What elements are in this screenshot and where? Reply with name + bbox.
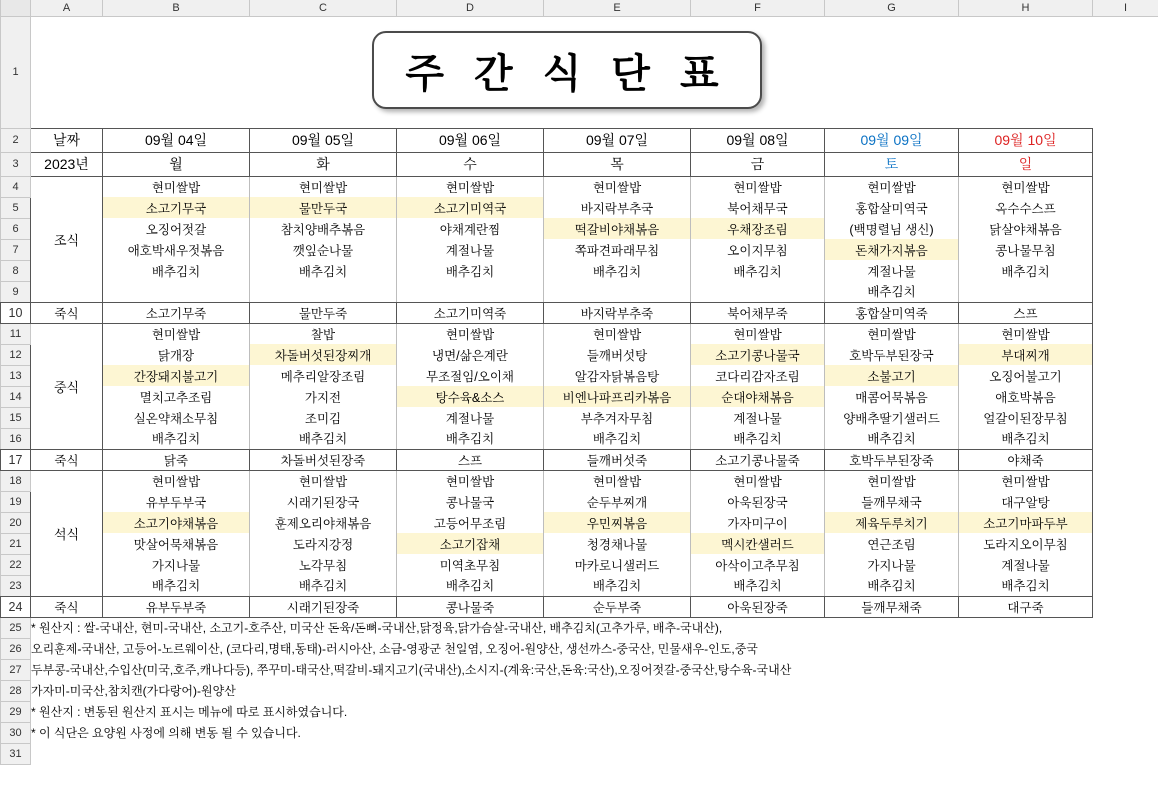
- menu-cell[interactable]: 배추김치: [959, 575, 1093, 596]
- menu-cell[interactable]: [250, 281, 397, 302]
- menu-cell[interactable]: 매콤어묵볶음: [825, 386, 959, 407]
- menu-cell[interactable]: 배추김치: [825, 281, 959, 302]
- year-label: 2023년: [31, 152, 103, 176]
- menu-cell[interactable]: [691, 281, 825, 302]
- porridge-cell[interactable]: 야채죽: [959, 449, 1093, 470]
- table-row: [1, 302, 1158, 323]
- menu-cell[interactable]: 현미쌀밥: [397, 176, 544, 197]
- menu-cell[interactable]: 야채계란찜: [397, 218, 544, 239]
- menu-cell[interactable]: 계절나물: [397, 407, 544, 428]
- row-header-11[interactable]: 11: [1, 323, 31, 344]
- menu-cell[interactable]: 애호박볶음: [959, 386, 1093, 407]
- menu-cell[interactable]: 메추리알장조림: [250, 365, 397, 386]
- menu-cell[interactable]: 순두부찌개: [544, 491, 691, 512]
- menu-cell[interactable]: 아삭이고추무침: [691, 554, 825, 575]
- weekday-tue: 화: [250, 152, 397, 176]
- menu-cell[interactable]: 소고기무국: [103, 197, 250, 218]
- page-title: 주 간 식 단 표: [405, 50, 729, 96]
- menu-cell[interactable]: 현미쌀밥: [397, 470, 544, 491]
- date-fri[interactable]: 09월 08일: [691, 128, 825, 152]
- menu-cell[interactable]: 콩나물무침: [959, 239, 1093, 260]
- menu-cell[interactable]: 도라지오이무침: [959, 533, 1093, 554]
- menu-cell[interactable]: 아욱된장국: [691, 491, 825, 512]
- menu-cell[interactable]: 배추김치: [250, 428, 397, 449]
- menu-cell[interactable]: 실온약채소무침: [103, 407, 250, 428]
- menu-cell[interactable]: 조미김: [250, 407, 397, 428]
- porridge-cell[interactable]: 소고기콩나물죽: [691, 449, 825, 470]
- table-row: [1, 638, 1158, 659]
- table-row: [1, 176, 1158, 197]
- table-row: [1, 260, 1158, 281]
- menu-cell[interactable]: 배추김치: [691, 428, 825, 449]
- menu-cell[interactable]: 쪽파견파래무침: [544, 239, 691, 260]
- menu-cell[interactable]: 배추김치: [397, 575, 544, 596]
- menu-cell[interactable]: 계절나물: [959, 554, 1093, 575]
- menu-cell[interactable]: 차돌버섯된장찌개: [250, 344, 397, 365]
- row-header-28[interactable]: 28: [1, 680, 31, 701]
- menu-cell[interactable]: 오이지무침: [691, 239, 825, 260]
- date-sat[interactable]: 09월 09일: [825, 128, 959, 152]
- empty-cell[interactable]: [1093, 197, 1158, 218]
- menu-cell[interactable]: 현미쌀밥: [959, 176, 1093, 197]
- porridge-cell[interactable]: 순두부죽: [544, 596, 691, 617]
- menu-cell[interactable]: 현미쌀밥: [825, 176, 959, 197]
- date-mon[interactable]: 09월 04일: [103, 128, 250, 152]
- menu-cell[interactable]: 현미쌀밥: [250, 470, 397, 491]
- table-row: [1, 533, 1158, 554]
- menu-cell[interactable]: 가지나물: [103, 554, 250, 575]
- row-header-20[interactable]: 20: [1, 512, 31, 533]
- porridge-cell[interactable]: 대구죽: [959, 596, 1093, 617]
- column-header-F[interactable]: F: [691, 0, 825, 16]
- menu-cell[interactable]: 현미쌀밥: [103, 470, 250, 491]
- menu-cell[interactable]: 맛살어묵채볶음: [103, 533, 250, 554]
- porridge-cell[interactable]: 시래기된장죽: [250, 596, 397, 617]
- menu-cell[interactable]: 배추김치: [250, 260, 397, 281]
- menu-cell[interactable]: 유부두부국: [103, 491, 250, 512]
- row-header-25[interactable]: 25: [1, 617, 31, 638]
- empty-cell[interactable]: [1093, 344, 1158, 365]
- menu-cell[interactable]: 현미쌀밥: [544, 323, 691, 344]
- table-row: [1, 491, 1158, 512]
- row-header-15[interactable]: 15: [1, 407, 31, 428]
- empty-cell[interactable]: [1093, 323, 1158, 344]
- column-header-I[interactable]: I: [1093, 0, 1158, 16]
- select-all-corner[interactable]: [1, 0, 31, 16]
- porridge-cell[interactable]: 홍합살미역죽: [825, 302, 959, 323]
- origin-note-line[interactable]: * 원산지 : 쌀-국내산, 현미-국내산, 소고기-호주산, 미국산 돈육/돈뼈-국내산,닭정육,닭가슴살-국내산, 배추김치(고추가루, 배추-국내산),: [31, 621, 723, 636]
- menu-cell[interactable]: 노각무침: [250, 554, 397, 575]
- menu-cell[interactable]: 배추김치: [397, 428, 544, 449]
- empty-cell[interactable]: [1093, 176, 1158, 197]
- menu-cell[interactable]: 소고기마파두부: [959, 512, 1093, 533]
- menu-cell[interactable]: 깻잎순나물: [250, 239, 397, 260]
- menu-cell[interactable]: 현미쌀밥: [691, 176, 825, 197]
- table-row: [1, 554, 1158, 575]
- date-tue[interactable]: 09월 05일: [250, 128, 397, 152]
- menu-cell[interactable]: 계절나물: [397, 239, 544, 260]
- menu-cell[interactable]: 얼갈이된장무침: [959, 407, 1093, 428]
- porridge-cell[interactable]: 닭죽: [103, 449, 250, 470]
- row-header-4[interactable]: 4: [1, 176, 31, 197]
- menu-cell[interactable]: 현미쌀밥: [691, 323, 825, 344]
- menu-cell[interactable]: 참치양배추볶음: [250, 218, 397, 239]
- row-header-1[interactable]: 1: [1, 16, 31, 128]
- date-wed[interactable]: 09월 06일: [397, 128, 544, 152]
- origin-note-line[interactable]: 가자미-미국산,참치캔(가다랑어)-원양산: [31, 684, 236, 698]
- column-header-G[interactable]: G: [825, 0, 959, 16]
- menu-cell[interactable]: 소고기야채볶음: [103, 512, 250, 533]
- menu-cell[interactable]: 훈제오리야채볶음: [250, 512, 397, 533]
- porridge-cell[interactable]: 소고기무죽: [103, 302, 250, 323]
- menu-cell[interactable]: (백명렬님 생신): [825, 218, 959, 239]
- table-row: [1, 617, 1158, 638]
- menu-cell[interactable]: 배추김치: [544, 260, 691, 281]
- menu-cell[interactable]: 양배추딸기샐러드: [825, 407, 959, 428]
- menu-cell[interactable]: 부대찌개: [959, 344, 1093, 365]
- weekday-fri: 금: [691, 152, 825, 176]
- empty-row[interactable]: [31, 743, 1158, 764]
- empty-cell[interactable]: [1093, 407, 1158, 428]
- menu-cell[interactable]: 도라지강정: [250, 533, 397, 554]
- menu-cell[interactable]: 현미쌀밥: [959, 323, 1093, 344]
- row-header-21[interactable]: 21: [1, 533, 31, 554]
- column-header-A[interactable]: A: [31, 0, 103, 16]
- table-row: [1, 365, 1158, 386]
- row-header-8[interactable]: 8: [1, 260, 31, 281]
- row-header-31[interactable]: 31: [1, 743, 31, 764]
- menu-cell[interactable]: 연근조림: [825, 533, 959, 554]
- menu-cell[interactable]: 배추김치: [103, 575, 250, 596]
- table-row: [1, 197, 1158, 218]
- menu-cell[interactable]: 물만두국: [250, 197, 397, 218]
- row-header-23[interactable]: 23: [1, 575, 31, 596]
- row-header-13[interactable]: 13: [1, 365, 31, 386]
- row-header-19[interactable]: 19: [1, 491, 31, 512]
- table-row: [1, 449, 1158, 470]
- menu-cell[interactable]: 현미쌀밥: [544, 470, 691, 491]
- meal-label-lunch: 중식: [31, 323, 103, 449]
- menu-cell[interactable]: [397, 281, 544, 302]
- menu-cell[interactable]: [103, 281, 250, 302]
- porridge-cell[interactable]: 아욱된장죽: [691, 596, 825, 617]
- menu-cell[interactable]: 들깨무채국: [825, 491, 959, 512]
- table-row: [1, 512, 1158, 533]
- column-header-row: [1, 0, 1158, 16]
- empty-cell[interactable]: [1093, 218, 1158, 239]
- porridge-label: 죽식: [31, 449, 103, 470]
- row-header-14[interactable]: 14: [1, 386, 31, 407]
- row-header-27[interactable]: 27: [1, 659, 31, 680]
- menu-cell[interactable]: 옥수수스프: [959, 197, 1093, 218]
- empty-cell[interactable]: [1093, 491, 1158, 512]
- row-header-17[interactable]: 17: [1, 449, 31, 470]
- menu-cell[interactable]: 배추김치: [397, 260, 544, 281]
- menu-cell[interactable]: 닭개장: [103, 344, 250, 365]
- menu-cell[interactable]: 홍합살미역국: [825, 197, 959, 218]
- menu-cell[interactable]: 계절나물: [691, 407, 825, 428]
- row-header-24[interactable]: 24: [1, 596, 31, 617]
- table-row: [1, 596, 1158, 617]
- menu-cell[interactable]: 오징어젓갈: [103, 218, 250, 239]
- title-box: [372, 31, 762, 109]
- row-header-30[interactable]: 30: [1, 722, 31, 743]
- table-row: [1, 386, 1158, 407]
- table-row: [1, 428, 1158, 449]
- menu-cell[interactable]: 소고기콩나물국: [691, 344, 825, 365]
- menu-cell[interactable]: 대구알탕: [959, 491, 1093, 512]
- empty-cell[interactable]: [1093, 470, 1158, 491]
- menu-cell[interactable]: [959, 281, 1093, 302]
- menu-cell[interactable]: 냉면/삶은계란: [397, 344, 544, 365]
- menu-cell[interactable]: 계절나물: [825, 260, 959, 281]
- menu-cell[interactable]: 현미쌀밥: [103, 176, 250, 197]
- empty-cell[interactable]: [1093, 365, 1158, 386]
- porridge-cell[interactable]: 들깨버섯죽: [544, 449, 691, 470]
- table-row: [1, 722, 1158, 743]
- menu-cell[interactable]: 배추김치: [103, 428, 250, 449]
- menu-cell[interactable]: 현미쌀밥: [825, 470, 959, 491]
- table-row: [1, 152, 1158, 176]
- porridge-cell[interactable]: 물만두죽: [250, 302, 397, 323]
- menu-cell[interactable]: 제육두루치기: [825, 512, 959, 533]
- menu-cell[interactable]: 돈채가지볶음: [825, 239, 959, 260]
- menu-cell[interactable]: 바지락부추국: [544, 197, 691, 218]
- menu-cell[interactable]: 현미쌀밥: [397, 323, 544, 344]
- menu-cell[interactable]: 애호박새우젓볶음: [103, 239, 250, 260]
- porridge-cell[interactable]: 콩나물죽: [397, 596, 544, 617]
- menu-cell[interactable]: 닭살야채볶음: [959, 218, 1093, 239]
- menu-cell[interactable]: 알감자닭볶음탕: [544, 365, 691, 386]
- column-header-C[interactable]: C: [250, 0, 397, 16]
- empty-cell[interactable]: [1093, 239, 1158, 260]
- menu-cell[interactable]: 호박두부된장국: [825, 344, 959, 365]
- porridge-cell[interactable]: 호박두부된장죽: [825, 449, 959, 470]
- menu-cell[interactable]: 콩나물국: [397, 491, 544, 512]
- menu-cell[interactable]: 멸치고추조림: [103, 386, 250, 407]
- weekday-thu: 목: [544, 152, 691, 176]
- column-header-E[interactable]: E: [544, 0, 691, 16]
- porridge-cell[interactable]: 차돌버섯된장죽: [250, 449, 397, 470]
- porridge-cell[interactable]: 스프: [959, 302, 1093, 323]
- menu-cell[interactable]: 우채장조림: [691, 218, 825, 239]
- menu-cell[interactable]: 부추겨자무침: [544, 407, 691, 428]
- menu-cell[interactable]: 현미쌀밥: [959, 470, 1093, 491]
- row-header-12[interactable]: 12: [1, 344, 31, 365]
- date-thu[interactable]: 09월 07일: [544, 128, 691, 152]
- empty-cell-I2[interactable]: [1093, 128, 1158, 152]
- table-row: [1, 218, 1158, 239]
- menu-cell[interactable]: 현미쌀밥: [250, 176, 397, 197]
- menu-cell[interactable]: 미역초무침: [397, 554, 544, 575]
- menu-cell[interactable]: 코다리감자조림: [691, 365, 825, 386]
- menu-cell[interactable]: 배추김치: [959, 428, 1093, 449]
- table-row: [1, 680, 1158, 701]
- menu-cell[interactable]: 배추김치: [825, 575, 959, 596]
- disclaimer-note-line[interactable]: * 이 식단은 요양원 사정에 의해 변동 될 수 있습니다.: [31, 726, 301, 740]
- origin-note-line[interactable]: 두부콩-국내산,수입산(미국,호주,캐나다등), 쭈꾸미-태국산,떡갈비-돼지고기(국내산),소시지-(계육:국산,돈육:국산),오징어젓갈-중국산,탕수육-국내산: [31, 663, 792, 677]
- porridge-cell[interactable]: 들깨무채죽: [825, 596, 959, 617]
- table-row: [1, 323, 1158, 344]
- meal-label-breakfast: 조식: [31, 176, 103, 302]
- menu-cell[interactable]: 현미쌀밥: [103, 323, 250, 344]
- menu-cell[interactable]: 현미쌀밥: [544, 176, 691, 197]
- weekday-mon: 월: [103, 152, 250, 176]
- menu-cell[interactable]: 현미쌀밥: [691, 470, 825, 491]
- origin-note-line[interactable]: * 원산지 : 변동된 원산지 표시는 메뉴에 따로 표시하였습니다.: [31, 705, 348, 719]
- menu-cell[interactable]: 찰밥: [250, 323, 397, 344]
- porridge-label: 죽식: [31, 596, 103, 617]
- table-row: [1, 743, 1158, 764]
- row-header-6[interactable]: 6: [1, 218, 31, 239]
- menu-cell[interactable]: 마카로니샐러드: [544, 554, 691, 575]
- meal-label-dinner: 석식: [31, 470, 103, 596]
- menu-cell[interactable]: 가지나물: [825, 554, 959, 575]
- weekday-sun: 일: [959, 152, 1093, 176]
- table-row: [1, 701, 1158, 722]
- menu-cell[interactable]: 가자미구이: [691, 512, 825, 533]
- row-header-9[interactable]: 9: [1, 281, 31, 302]
- column-header-H[interactable]: H: [959, 0, 1093, 16]
- empty-cell[interactable]: [1093, 428, 1158, 449]
- origin-note-line[interactable]: 오리훈제-국내산, 고등어-노르웨이산, (코다리,명태,동태)-러시아산, 소금-영광군 천일염, 오징어-원양산, 생선까스-중국산, 민물새우-인도,중국: [31, 642, 758, 656]
- weekday-sat: 토: [825, 152, 959, 176]
- porridge-cell[interactable]: 북어채무죽: [691, 302, 825, 323]
- menu-cell[interactable]: 소고기미역국: [397, 197, 544, 218]
- empty-cell[interactable]: [1093, 533, 1158, 554]
- row-header-5[interactable]: 5: [1, 197, 31, 218]
- row-header-22[interactable]: 22: [1, 554, 31, 575]
- empty-cell[interactable]: [1093, 575, 1158, 596]
- table-row: [1, 470, 1158, 491]
- porridge-cell[interactable]: 유부두부죽: [103, 596, 250, 617]
- porridge-cell[interactable]: 바지락부추죽: [544, 302, 691, 323]
- empty-cell[interactable]: [1093, 596, 1158, 617]
- menu-cell[interactable]: 배추김치: [250, 575, 397, 596]
- porridge-cell[interactable]: 소고기미역죽: [397, 302, 544, 323]
- column-header-B[interactable]: B: [103, 0, 250, 16]
- date-label: 날짜: [31, 128, 103, 152]
- menu-cell[interactable]: 북어채무국: [691, 197, 825, 218]
- empty-cell[interactable]: [1093, 386, 1158, 407]
- table-row: [1, 659, 1158, 680]
- menu-cell[interactable]: 가지전: [250, 386, 397, 407]
- menu-cell[interactable]: 배추김치: [103, 260, 250, 281]
- menu-cell[interactable]: 배추김치: [825, 428, 959, 449]
- menu-cell[interactable]: 오징어불고기: [959, 365, 1093, 386]
- empty-cell-I3[interactable]: [1093, 152, 1158, 176]
- empty-cell[interactable]: [1093, 302, 1158, 323]
- menu-cell[interactable]: 시래기된장국: [250, 491, 397, 512]
- table-row: [1, 344, 1158, 365]
- menu-cell[interactable]: 순대야채볶음: [691, 386, 825, 407]
- porridge-cell[interactable]: 스프: [397, 449, 544, 470]
- table-row: [1, 281, 1158, 302]
- menu-cell[interactable]: 소불고기: [825, 365, 959, 386]
- menu-cell[interactable]: 소고기잡채: [397, 533, 544, 554]
- row-header-10[interactable]: 10: [1, 302, 31, 323]
- row-header-2[interactable]: 2: [1, 128, 31, 152]
- menu-cell[interactable]: [544, 281, 691, 302]
- menu-cell[interactable]: 탕수육&소스: [397, 386, 544, 407]
- menu-cell[interactable]: 간장돼지불고기: [103, 365, 250, 386]
- menu-cell[interactable]: 배추김치: [544, 428, 691, 449]
- menu-cell[interactable]: 배추김치: [691, 575, 825, 596]
- empty-cell[interactable]: [1093, 512, 1158, 533]
- menu-cell[interactable]: 멕시칸샐러드: [691, 533, 825, 554]
- empty-cell[interactable]: [1093, 449, 1158, 470]
- row-header-3[interactable]: 3: [1, 152, 31, 176]
- menu-cell[interactable]: 배추김치: [691, 260, 825, 281]
- menu-cell[interactable]: 들깨버섯탕: [544, 344, 691, 365]
- menu-cell[interactable]: 떡갈비야채볶음: [544, 218, 691, 239]
- row-header-18[interactable]: 18: [1, 470, 31, 491]
- menu-cell[interactable]: 고등어무조림: [397, 512, 544, 533]
- row-header-26[interactable]: 26: [1, 638, 31, 659]
- column-header-D[interactable]: D: [397, 0, 544, 16]
- table-row: [1, 239, 1158, 260]
- menu-cell[interactable]: 비엔나파프리카볶음: [544, 386, 691, 407]
- porridge-label: 죽식: [31, 302, 103, 323]
- weekday-wed: 수: [397, 152, 544, 176]
- menu-cell[interactable]: 우민찌볶음: [544, 512, 691, 533]
- menu-cell[interactable]: 배추김치: [959, 260, 1093, 281]
- table-row: [1, 407, 1158, 428]
- row-header-7[interactable]: 7: [1, 239, 31, 260]
- empty-cell[interactable]: [1093, 260, 1158, 281]
- row-header-16[interactable]: 16: [1, 428, 31, 449]
- empty-cell[interactable]: [1093, 554, 1158, 575]
- date-sun[interactable]: 09월 10일: [959, 128, 1093, 152]
- table-row: [1, 575, 1158, 596]
- empty-cell[interactable]: [1093, 281, 1158, 302]
- menu-cell[interactable]: 무조절임/오이채: [397, 365, 544, 386]
- table-row: [1, 128, 1158, 152]
- menu-cell[interactable]: 배추김치: [544, 575, 691, 596]
- menu-cell[interactable]: 청경채나물: [544, 533, 691, 554]
- row-header-29[interactable]: 29: [1, 701, 31, 722]
- menu-cell[interactable]: 현미쌀밥: [825, 323, 959, 344]
